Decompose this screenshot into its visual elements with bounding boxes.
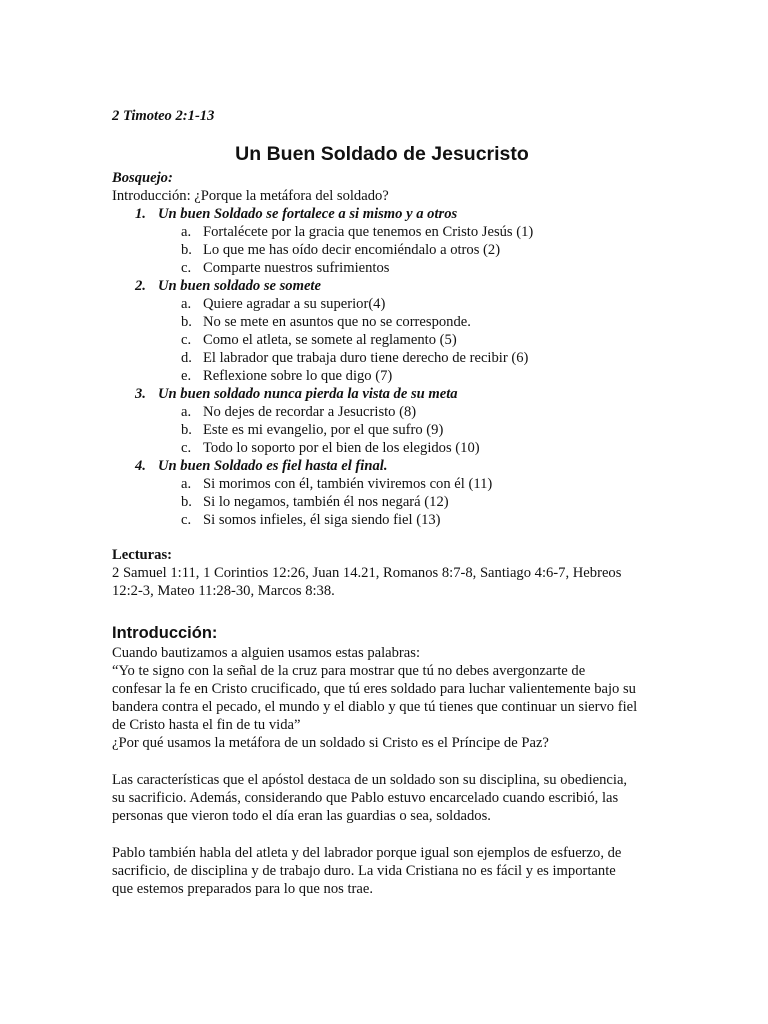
item-letter: b. [181,422,192,438]
item-letter: e. [181,368,192,384]
scripture-reference: 2 Timoteo 2:1-13 [112,108,215,124]
outline-section-3 [112,385,652,403]
text-line: su sacrificio. Además, considerando que Pablo estuvo encarcelado cuando escribió, las [112,790,619,806]
document-page [112,107,652,898]
text-line: confesar la fe en Cristo crucificado, que tú eres soldado para luchar valientemente bajo su [112,681,636,697]
item-text: Si somos infieles, él siga siendo fiel (13) [203,512,441,528]
section-title: Un buen Soldado es fiel hasta el final. [158,458,388,474]
text-line: sacrificio, de disciplina y de trabajo duro. La vida Cristiana no es fácil y es importante [112,863,616,879]
outline-item [112,475,652,493]
section-title: Un buen soldado nunca pierda la vista de su meta [158,386,458,402]
item-letter: b. [181,242,192,258]
text-line: de Cristo hasta el fin de tu vida” [112,717,301,733]
item-text: No se mete en asuntos que no se corresponde. [203,314,471,330]
outline-item [112,331,652,349]
text-line: ¿Por qué usamos la metáfora de un soldado si Cristo es el Príncipe de Paz? [112,735,549,751]
outline-list [112,205,652,529]
item-text: El labrador que trabaja duro tiene derecho de recibir (6) [203,350,529,366]
item-letter: b. [181,494,192,510]
paragraph-spacer [112,752,652,771]
item-letter: c. [181,260,192,276]
item-text: Este es mi evangelio, por el que sufro (9) [203,422,444,438]
item-text: Quiere agradar a su superior(4) [203,296,386,312]
outline-section-1 [112,205,652,223]
item-text: Todo lo soporto por el bien de los elegidos (10) [203,440,480,456]
item-text: Como el atleta, se somete al reglamento (5) [203,332,457,348]
item-letter: c. [181,440,192,456]
item-letter: c. [181,332,192,348]
item-text: Comparte nuestros sufrimientos [203,260,390,276]
readings-list [112,564,652,600]
readings-line: 2 Samuel 1:11, 1 Corintios 12:26, Juan 14.21, Romanos 8:7-8, Santiago 4:6-7, Hebreos [112,565,622,581]
outline-item [112,223,652,241]
introduction-heading: Introducción: [112,624,218,642]
text-line: que estemos preparados para lo que nos trae. [112,881,373,897]
text-line: bandera contra el pecado, el mundo y el diablo y que tú tienes que continuar un siervo fiel [112,699,638,715]
outline-item [112,493,652,511]
readings-heading: Lecturas: [112,547,172,563]
page-title: Un Buen Soldado de Jesucristo [235,143,529,165]
section-number: 3. [135,386,146,402]
text-line: personas que vieron todo el día eran las guardias o sea, soldados. [112,808,491,824]
item-text: Si morimos con él, también viviremos con él (11) [203,476,493,492]
outline-heading: Bosquejo: [112,170,173,186]
outline-item [112,241,652,259]
outline-item [112,295,652,313]
outline-item [112,421,652,439]
introduction-paragraph-3 [112,844,652,898]
outline-section-4 [112,457,652,475]
outline-item [112,349,652,367]
item-text: Lo que me has oído decir encomiéndalo a otros (2) [203,242,501,258]
text-line: Cuando bautizamos a alguien usamos estas palabras: [112,645,421,661]
item-letter: a. [181,476,192,492]
outline-item [112,259,652,277]
text-line: “Yo te signo con la señal de la cruz para mostrar que tú no debes avergonzarte de [112,663,586,679]
item-text: Fortalécete por la gracia que tenemos en Cristo Jesús (1) [203,224,534,240]
outline-section-2 [112,277,652,295]
paragraph-spacer [112,825,652,844]
section-number: 4. [135,458,146,474]
section-number: 2. [135,278,146,294]
item-text: No dejes de recordar a Jesucristo (8) [203,404,417,420]
item-letter: d. [181,350,192,366]
item-letter: a. [181,296,192,312]
section-title: Un buen soldado se somete [158,278,321,294]
item-letter: b. [181,314,192,330]
introduction-paragraph-2 [112,771,652,825]
outline-item [112,511,652,529]
outline-item [112,439,652,457]
text-line: Las características que el apóstol destaca de un soldado son su disciplina, su obediencia, [112,772,628,788]
item-letter: a. [181,404,192,420]
outline-item [112,313,652,331]
text-line: Pablo también habla del atleta y del labrador porque igual son ejemplos de esfuerzo, de [112,845,622,861]
section-title: Un buen Soldado se fortalece a si mismo y a otros [158,206,458,222]
section-number: 1. [135,206,146,222]
outline-intro: Introducción: ¿Porque la metáfora del soldado? [112,188,389,204]
outline-item [112,403,652,421]
item-text: Reflexione sobre lo que digo (7) [203,368,393,384]
item-letter: a. [181,224,192,240]
item-text: Si lo negamos, también él nos negará (12) [203,494,449,510]
introduction-paragraph-1 [112,644,652,752]
readings-line: 12:2-3, Mateo 11:28-30, Marcos 8:38. [112,583,335,599]
item-letter: c. [181,512,192,528]
outline-item [112,367,652,385]
